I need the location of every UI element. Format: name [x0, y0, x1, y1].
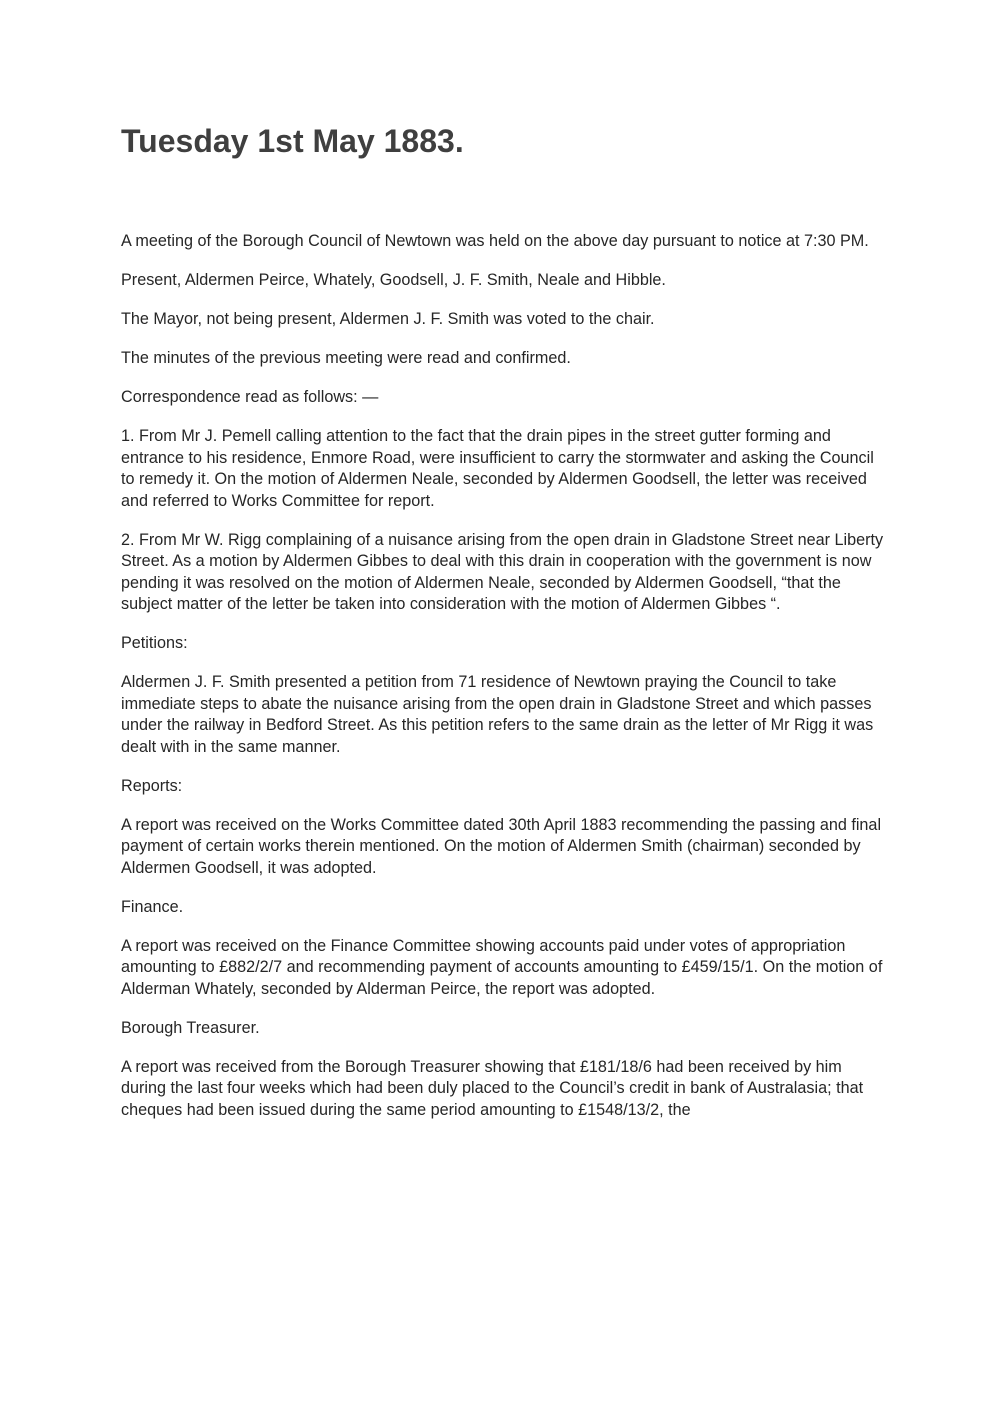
paragraph-petition: Aldermen J. F. Smith presented a petition from 71 residence of Newtown praying the Council to take immediate steps to abate the nuisance arising from the open drain in Gladstone Street and which passes under the railway in Bedford Street. As this petition refers to the same drain as the letter of Mr Rigg it was dealt with in the same manner. [121, 673, 874, 756]
paragraph-works-report: A report was received on the Works Committee dated 30th April 1883 recommending the passing and final payment of certain works therein mentioned. On the motion of Aldermen Smith (chairman) seconded by Aldermen Goodsell, it was adopted. [121, 815, 882, 877]
paragraph-treasurer-report: A report was received from the Borough Treasurer showing that £181/18/6 had been received by him during the last four weeks which had been duly placed to the Council’s credit in bank of Australasia; that cheques had been issued during the same period amounting to £1548/13/2, the [121, 1057, 864, 1119]
heading-correspondence: Correspondence read as follows: — [121, 388, 379, 406]
paragraph-minutes: The minutes of the previous meeting were read and confirmed. [121, 349, 571, 367]
paragraph-correspondence-1: 1. From Mr J. Pemell calling attention to the fact that the drain pipes in the street gutter forming and entrance to his residence, Enmore Road, were insufficient to carry the stormwater and asking the Council to remedy it. On the motion of Aldermen Neale, seconded by Aldermen Goodsell, the letter was received and referred to Works Committee for report. [121, 427, 874, 510]
heading-reports: Reports: [121, 776, 183, 795]
paragraph-present: Present, Aldermen Peirce, Whately, Goodsell, J. F. Smith, Neale and Hibble. [121, 271, 666, 289]
paragraph-chair: The Mayor, not being present, Aldermen J. F. Smith was voted to the chair. [121, 310, 655, 328]
document-body [121, 231, 887, 1121]
paragraph-finance-report: A report was received on the Finance Committee showing accounts paid under votes of appropriation amounting to £882/2/7 and recommending payment of accounts amounting to £459/15/1. On the motion of Alderman Whately, seconded by Alderman Peirce, the report was adopted. [121, 936, 883, 998]
heading-finance: Finance. [121, 897, 184, 916]
paragraph-meeting-notice: A meeting of the Borough Council of Newtown was held on the above day pursuant to notice at 7:30 PM. [121, 232, 869, 250]
paragraph-correspondence-2: 2. From Mr W. Rigg complaining of a nuisance arising from the open drain in Gladstone Street near Liberty Street. As a motion by Aldermen Gibbes to deal with this drain in cooperation with the government is now pending it was resolved on the motion of Aldermen Neale, seconded by Aldermen Goodsell, “that the subject matter of the letter be taken into consideration with the motion of Aldermen Gibbes “. [121, 530, 884, 613]
heading-borough-treasurer: Borough Treasurer. [121, 1018, 260, 1037]
document-page [121, 118, 887, 1139]
page-title: Tuesday 1st May 1883. [121, 123, 464, 159]
heading-petitions: Petitions: [121, 634, 188, 652]
